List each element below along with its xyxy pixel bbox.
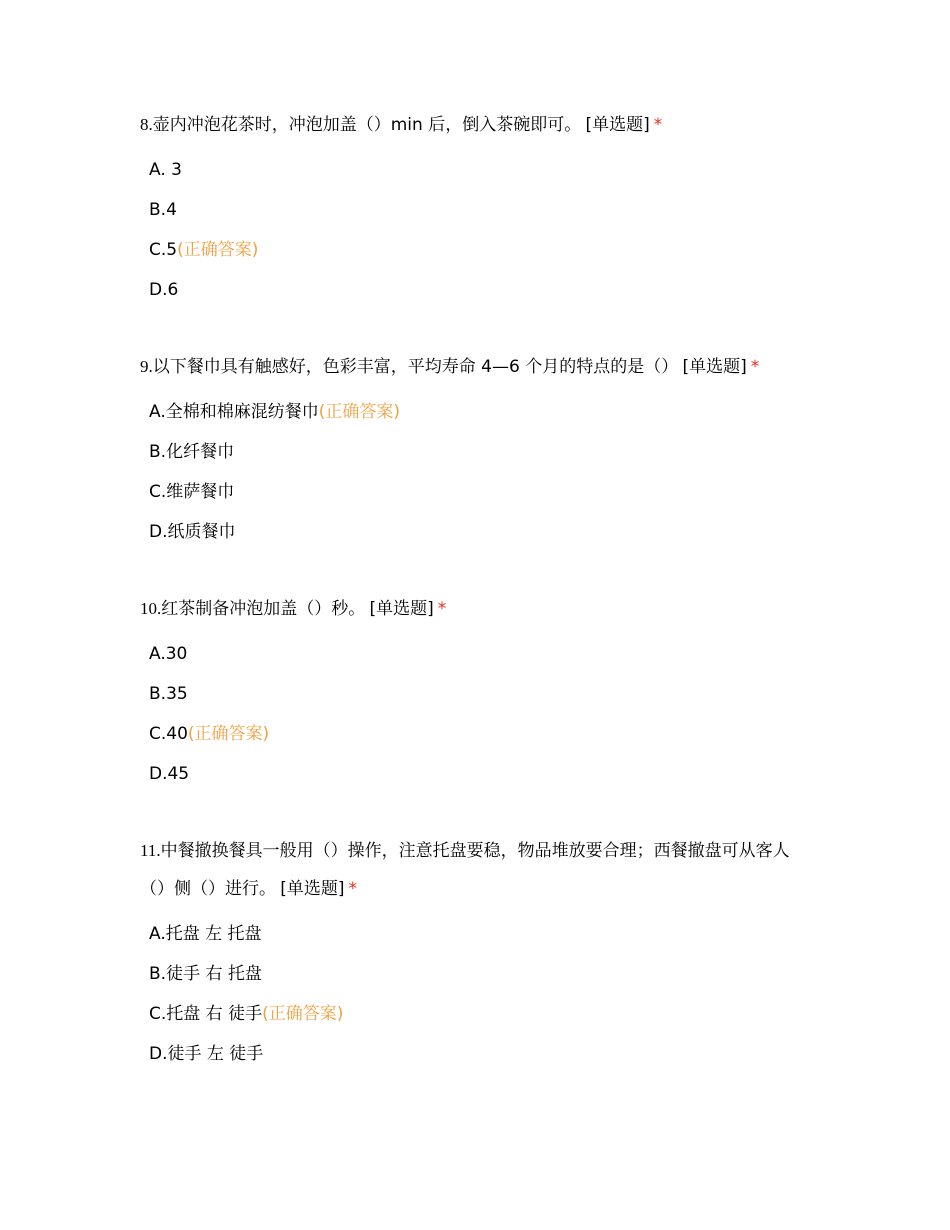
- question-type-label: [单选题]: [585, 115, 650, 135]
- option-label: A. 3: [149, 160, 182, 180]
- option-label: B.35: [149, 684, 188, 704]
- required-asterisk-icon: *: [750, 357, 760, 377]
- option-label: D.6: [149, 280, 179, 300]
- question-10: [140, 590, 820, 794]
- correct-answer-mark: (正确答案): [187, 724, 270, 744]
- question-number: 9.: [140, 357, 153, 376]
- question-number: 8.: [140, 115, 153, 134]
- option-list: [140, 634, 820, 794]
- correct-answer-mark: (正确答案): [177, 240, 259, 260]
- question-title: [140, 348, 820, 386]
- option-d[interactable]: [149, 754, 820, 794]
- option-d[interactable]: [149, 512, 820, 552]
- option-c[interactable]: [149, 230, 820, 270]
- option-label: C.5: [149, 240, 178, 260]
- option-b[interactable]: [149, 432, 820, 472]
- option-label: C.托盘 右 徒手: [149, 1004, 263, 1024]
- option-a[interactable]: [149, 914, 805, 954]
- required-asterisk-icon: *: [348, 879, 358, 899]
- question-9: [140, 348, 820, 552]
- option-label: B.化纤餐巾: [149, 442, 235, 462]
- option-list: [140, 392, 820, 552]
- required-asterisk-icon: *: [653, 115, 663, 135]
- option-label: A.全棉和棉麻混纺餐巾: [149, 402, 319, 422]
- question-11: [140, 832, 805, 1074]
- correct-answer-mark: (正确答案): [262, 1004, 344, 1024]
- option-label: D.徒手 左 徒手: [149, 1044, 264, 1064]
- question-number: 11.: [140, 841, 161, 860]
- option-a[interactable]: [149, 150, 820, 190]
- question-8: [140, 106, 820, 310]
- option-label: D.纸质餐巾: [149, 522, 236, 542]
- option-list: [140, 914, 805, 1074]
- option-a[interactable]: [149, 634, 820, 674]
- question-title: [140, 590, 820, 628]
- option-label: B.4: [149, 200, 177, 220]
- option-d[interactable]: [149, 1034, 805, 1074]
- question-text: 中餐撤换餐具一般用（）操作，注意托盘要稳，物品堆放要合理；西餐撤盘可从客人（）侧（）进行。: [140, 841, 790, 899]
- option-label: D.45: [149, 764, 190, 784]
- option-label: B.徒手 右 托盘: [149, 964, 262, 984]
- option-label: C.40: [149, 724, 188, 744]
- question-text: 以下餐巾具有触感好，色彩丰富，平均寿命 4—6 个月的特点的是（）: [152, 357, 679, 377]
- option-c[interactable]: [149, 714, 820, 754]
- option-b[interactable]: [149, 190, 820, 230]
- question-text: 红茶制备冲泡加盖（）秒。: [161, 599, 366, 619]
- option-b[interactable]: [149, 954, 805, 994]
- question-title: [140, 832, 805, 908]
- option-list: [140, 150, 820, 310]
- option-d[interactable]: [149, 270, 820, 310]
- question-title: [140, 106, 820, 144]
- option-c[interactable]: [149, 994, 805, 1034]
- option-label: A.30: [149, 644, 188, 664]
- option-b[interactable]: [149, 674, 820, 714]
- question-type-label: [单选题]: [682, 357, 747, 377]
- correct-answer-mark: (正确答案): [318, 402, 400, 422]
- question-type-label: [单选题]: [280, 879, 345, 899]
- option-c[interactable]: [149, 472, 820, 512]
- option-a[interactable]: [149, 392, 820, 432]
- option-label: A.托盘 左 托盘: [149, 924, 262, 944]
- question-text: 壶内冲泡花茶时，冲泡加盖（）min 后，倒入茶碗即可。: [152, 115, 582, 135]
- option-label: C.维萨餐巾: [149, 482, 235, 502]
- question-number: 10.: [140, 599, 162, 618]
- question-type-label: [单选题]: [369, 599, 434, 619]
- required-asterisk-icon: *: [437, 599, 447, 619]
